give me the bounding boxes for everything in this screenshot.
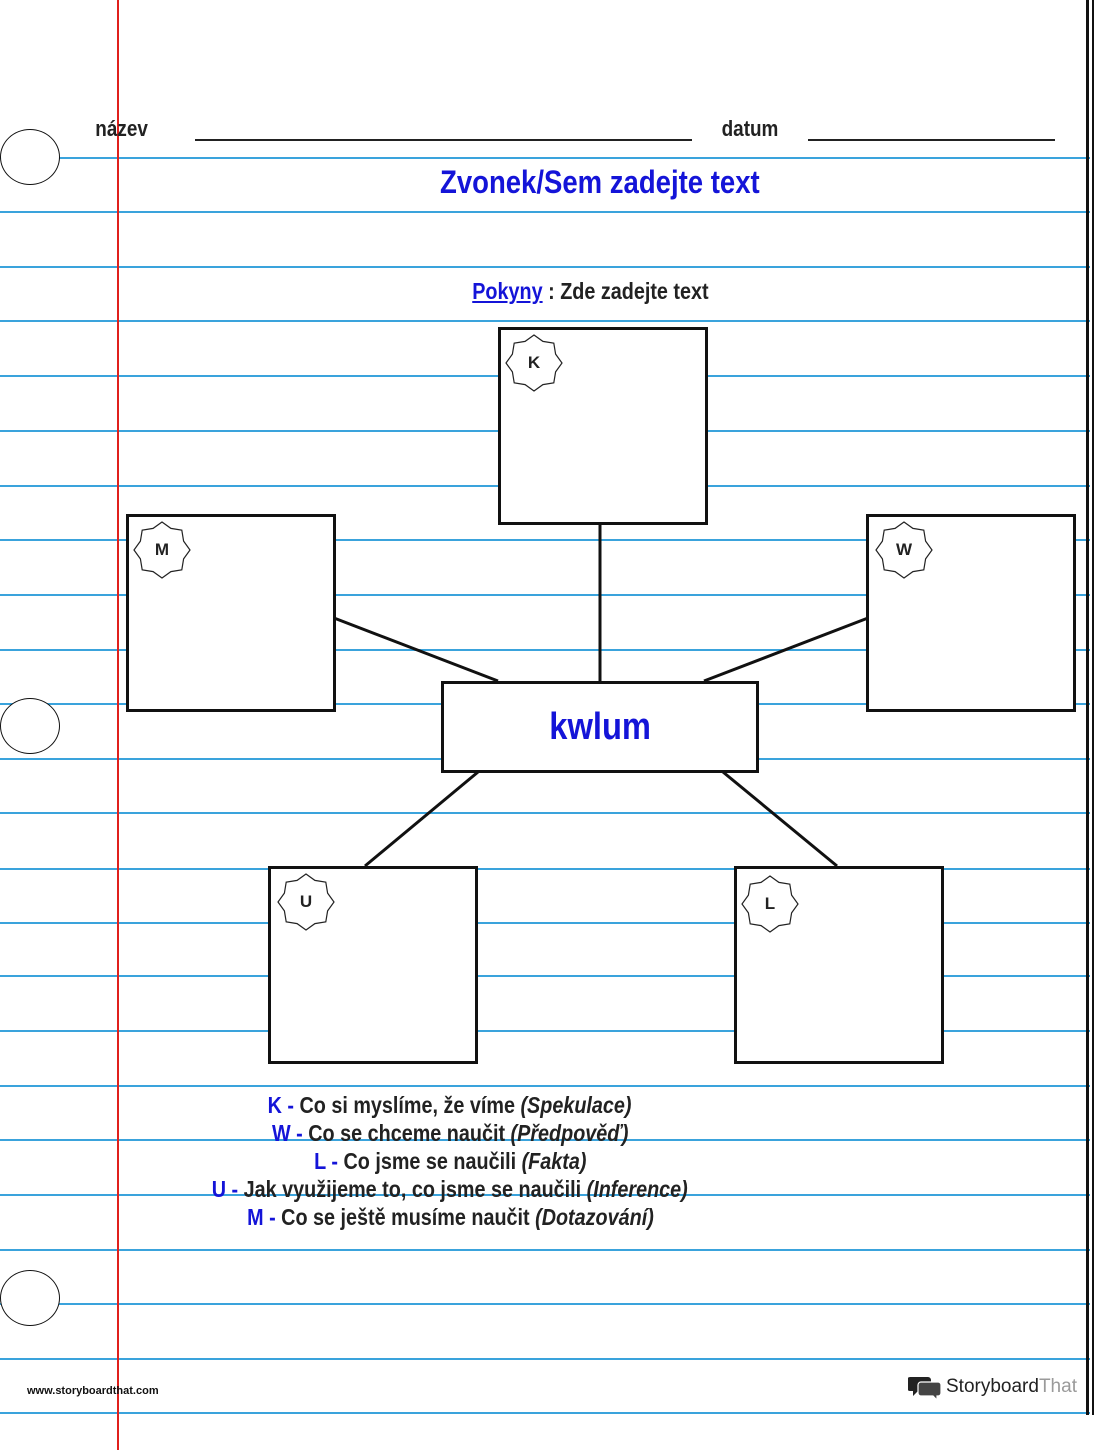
badge-k: K — [504, 333, 564, 393]
badge-u: U — [276, 872, 336, 932]
legend-item-k: K - Co si myslíme, že víme (Spekulace) — [268, 1092, 632, 1118]
instructions[interactable]: Pokyny : Zde zadejte text — [471, 278, 709, 304]
connector-left — [334, 618, 498, 681]
connector-bottom-right — [723, 772, 837, 866]
instructions-label: Pokyny — [471, 278, 543, 304]
connector-bottom-left — [365, 772, 478, 866]
legend-item-w: W - Co se chceme naučit (Předpověď) — [271, 1120, 629, 1146]
box-u[interactable] — [268, 866, 478, 1064]
box-w[interactable] — [866, 514, 1076, 712]
center-box[interactable] — [441, 681, 759, 773]
legend-item-l: L - Co jsme se naučili (Fakta) — [313, 1148, 587, 1174]
badge-l: L — [740, 874, 800, 934]
box-k[interactable] — [498, 327, 708, 525]
footer-url[interactable]: www.storyboardthat.com — [27, 1385, 159, 1397]
box-m[interactable] — [126, 514, 336, 712]
date-label: datum — [721, 116, 779, 141]
badge-m: M — [132, 520, 192, 580]
legend-item-u: U - Jak využijeme to, co jsme se naučili (Inference) — [211, 1176, 689, 1202]
speech-bubble-icon — [908, 1374, 942, 1400]
instructions-text: Zde zadejte text — [559, 278, 709, 304]
connector-right — [704, 618, 868, 681]
center-label: kwlum — [549, 705, 651, 748]
name-label: název — [95, 116, 148, 141]
brand-logo[interactable] — [908, 1374, 1077, 1400]
badge-w: W — [874, 520, 934, 580]
brand-name: StoryboardThat — [946, 1376, 1077, 1397]
worksheet-title[interactable]: Zvonek/Sem zadejte text — [440, 164, 760, 200]
legend-item-m: M - Co se ještě musíme naučit (Dotazování) — [246, 1204, 654, 1230]
box-l[interactable] — [734, 866, 944, 1064]
